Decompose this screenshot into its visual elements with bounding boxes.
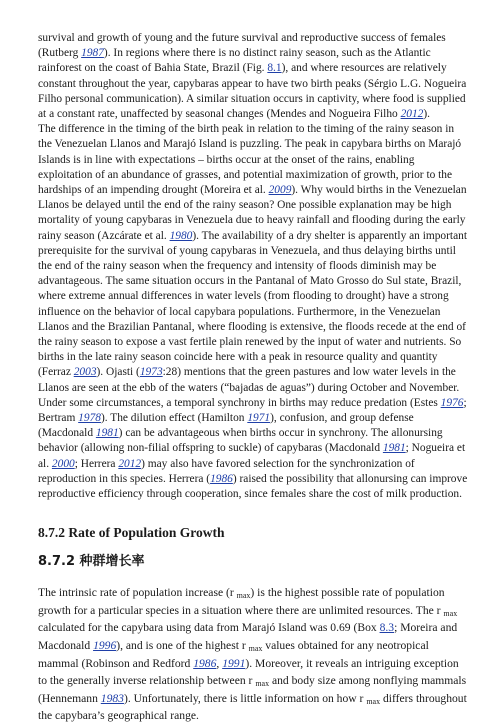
text: ; Nogueira et al. bbox=[38, 442, 466, 470]
text: ). Why would births in the Venezuelan Llanos be delayed until the end of the rainy season? One possible explanation may be high mortality of young capybaras in Venezuela due to heavy rainfall and flooding during the early rainy season (Azcárate et al. bbox=[38, 184, 467, 242]
text: ) raised the possibility that allonursing can improve reproductive efficiency through cooperation, since females share the cost of milk production. bbox=[38, 472, 468, 501]
text: ; Herrera bbox=[74, 457, 119, 470]
text: ), and where resources are relatively constant throughout the year, capybaras appear to have two birth peaks (Sérgio L.G. Nogueira Filho personal communication). A similar situation occurs in captivity, where food is supplied at a constant rate, unaffected by seasonal changes (Mendes and Nogueira Filho bbox=[38, 62, 467, 121]
subscript: max bbox=[255, 679, 270, 689]
paragraph-birth-peaks-constant-resources bbox=[38, 31, 470, 122]
text: and body size among nonflying mammals (Hennemann bbox=[38, 674, 467, 705]
citation-link[interactable]: 1986 bbox=[193, 656, 217, 670]
text: values obtained for any neotropical mammal (Robinson and Redford bbox=[38, 639, 429, 670]
text: ). In regions where there is no distinct rainy season, such as the Atlantic rainforest on the coast of Bahia State, Brazil (Fig. bbox=[38, 47, 431, 75]
citation-link[interactable]: 1978 bbox=[78, 412, 101, 425]
citation-link[interactable]: 1991 bbox=[222, 656, 246, 670]
figure-link[interactable]: 8.1 bbox=[267, 62, 282, 75]
subscript: max bbox=[366, 696, 381, 706]
citation-link[interactable]: 2012 bbox=[400, 108, 424, 121]
citation-link[interactable]: 1981 bbox=[95, 427, 119, 440]
text: ; Moreira and Macdonald bbox=[38, 621, 458, 653]
citation-link[interactable]: 1986 bbox=[210, 472, 233, 485]
citation-link[interactable]: 1980 bbox=[169, 229, 193, 242]
text: differs throughout the capybara’s geographical range. bbox=[38, 691, 467, 723]
text: ). Unfortunately, there is little information on how r bbox=[123, 691, 367, 705]
citation-link[interactable]: 2012 bbox=[118, 457, 142, 470]
box-link[interactable]: 8.3 bbox=[379, 621, 395, 635]
section-heading-translation: 8.7.2 种群增长率 bbox=[38, 554, 145, 570]
text: ). Moreover, it reveals an intriguing exception to the generally inverse relationship between r bbox=[38, 656, 459, 688]
citation-link[interactable]: 1973 bbox=[139, 366, 163, 379]
citation-link[interactable]: 2000 bbox=[51, 457, 75, 470]
subscript: max bbox=[236, 591, 251, 601]
citation-link[interactable]: 1971 bbox=[247, 412, 271, 425]
text: ) can be advantageous when births occur in synchrony. The allonursing behavior (allowing non-filial offspring to suckle) of capybaras (Macdonald bbox=[38, 427, 443, 455]
subscript: max bbox=[248, 644, 263, 654]
text: calculated for the capybara using data from Marajó Island was 0.69 (Box bbox=[38, 621, 380, 635]
subscript: max bbox=[443, 608, 458, 618]
citation-link[interactable]: 2009 bbox=[268, 184, 292, 197]
text: survival and growth of young and the future survival and reproductive success of females (Rutberg bbox=[38, 32, 446, 60]
citation-link[interactable]: 1983 bbox=[100, 691, 124, 705]
text: Under some circumstances, a temporal synchrony in births may reduce predation (Estes bbox=[38, 396, 441, 409]
text: , bbox=[216, 656, 223, 670]
text: ), confusion, and group defense (Macdonald bbox=[38, 412, 414, 440]
section-heading: 8.7.2 Rate of Population Growth bbox=[38, 525, 225, 541]
paragraph-birth-peak-timing bbox=[38, 122, 470, 396]
text: The difference in the timing of the birth peak in relation to the timing of the rainy season in the Venezuelan Llanos and Marajó Island is puzzling. The peak in capybara births on Marajó Islands is in line with expectations – births occur at the onset of the rains, enabling exploitation of an abundance of grasses, and potential maximization of growth, prior to the hardships of an impending drought (Moreira et al. bbox=[38, 123, 462, 197]
citation-link[interactable]: 1996 bbox=[93, 639, 117, 653]
paragraph-birth-synchrony bbox=[38, 396, 470, 502]
paragraph-rate-of-increase bbox=[38, 584, 470, 725]
text: ). Ojasti ( bbox=[96, 366, 140, 379]
citation-link[interactable]: 1976 bbox=[440, 396, 464, 409]
text: ) is the highest possible rate of population growth for a particular species in a situation where there are unlimited resources. The r bbox=[38, 586, 445, 617]
citation-link[interactable]: 2003 bbox=[73, 366, 97, 379]
text: The intrinsic rate of population increase (r bbox=[38, 586, 237, 600]
text: ; Bertram bbox=[38, 396, 467, 425]
text: ). The availability of a dry shelter is apparently an important prerequisite for the survival of young capybaras in Venezuela, and thus delaying births until the end of the rainy season when the frequency and intensity of floods diminish may be advantageous. The same situation occurs in the Pantanal of Mato Grosso do Sul state, Brazil, where extreme annual differences in water levels (from flooding to drought) have a strong influence on the behavior of local capybara populations. Furthermore, in the Venezuelan Llanos and the Brazilian Pantanal, where flooding is extensive, the floods recede at the end of the rainy season to expose a vast fertile plain renewed by the input of water and nutrients. So births in the late rainy season coincide here with a peak in resource quality and quantity (Ferraz bbox=[38, 229, 468, 379]
text: ). The dilution effect (Hamilton bbox=[100, 412, 248, 425]
text: ) may also have favored selection for the synchronization of reproduction in this species. Herrera ( bbox=[38, 457, 415, 485]
text: ), and is one of the highest r bbox=[116, 639, 249, 653]
text: ). bbox=[423, 108, 431, 121]
text: :28) mentions that the green pastures and low water levels in the Llanos are seen at the ebb of the waters (“bajadas de aguas”) during October and November. bbox=[38, 366, 460, 394]
citation-link[interactable]: 1987 bbox=[81, 47, 104, 60]
citation-link[interactable]: 1981 bbox=[382, 442, 406, 455]
